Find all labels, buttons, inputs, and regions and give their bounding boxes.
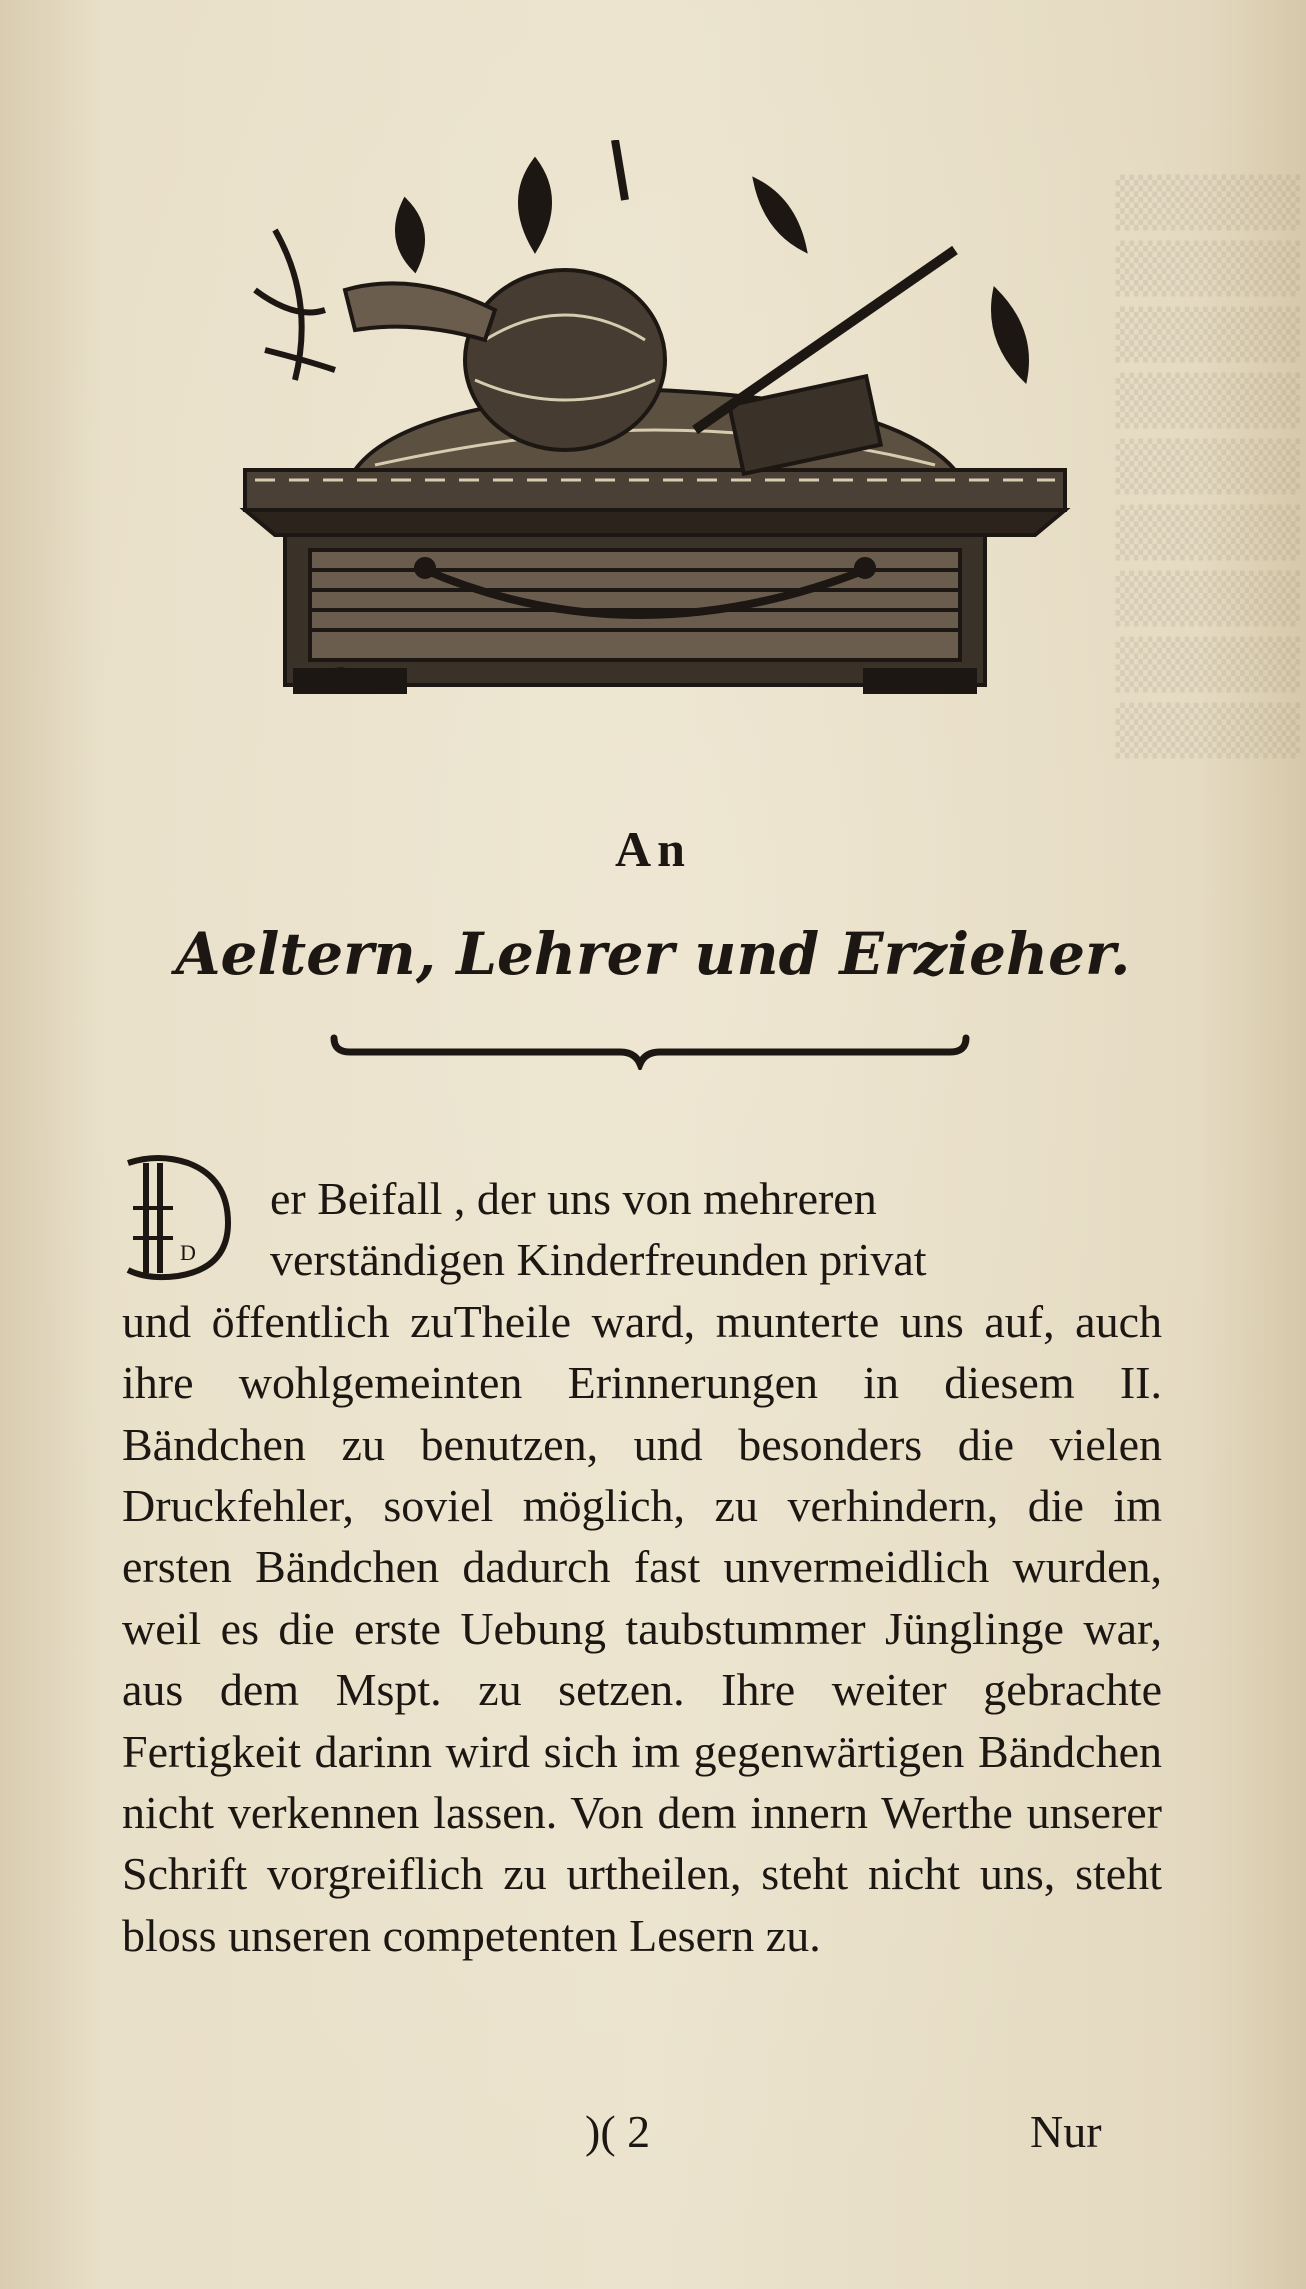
body-paragraph — [122, 1168, 1162, 1966]
drop-cap-letter: D — [180, 1240, 196, 1265]
vignette-ornament-icon — [235, 140, 1080, 695]
bleed-through-text: ▒▒▒▒▒ ▒▒▒▒▒ ▒▒▒▒▒ ▒▒▒▒▒ ▒▒▒▒▒ ▒▒▒▒▒ ▒▒▒▒▒ ▒▒▒▒▒ ▒▒▒▒▒ — [1115, 175, 1300, 759]
catchword: Nur — [1030, 2106, 1102, 2157]
ornamental-rule-icon — [330, 1030, 970, 1070]
signature-mark: )( 2 — [585, 2106, 651, 2157]
engraver-mark: Gn. — [331, 663, 361, 685]
body-line-2: verständigen Kinderfreunden privat — [270, 1234, 927, 1286]
body-rest: und öffentlich zuTheile ward, munterte uns auf, auch ihre wohlgemeinten Erinnerungen in diesem II. Bändchen zu benutzen, und besonders die vielen Druckfehler, soviel möglich, zu verhindern, die im ersten Bändchen dadurch fast unvermeidlich wurden, weil es die erste Uebung taubstummer Jünglinge war, aus dem Mspt. zu setzen. Ihre weiter gebrachte Fertigkeit darinn wird sich im gegenwärtigen Bändchen nicht verkennen lassen. Von dem innern Werthe unserer Schrift vorgreiflich zu urtheilen, steht nicht uns, steht bloss unseren competenten Lesern zu. — [122, 1295, 1162, 1961]
body-line-1: er Beifall , der uns von mehreren — [270, 1173, 877, 1224]
page-title: Aeltern, Lehrer und Erzieher. — [175, 920, 1131, 988]
heading-an: An — [615, 821, 691, 877]
